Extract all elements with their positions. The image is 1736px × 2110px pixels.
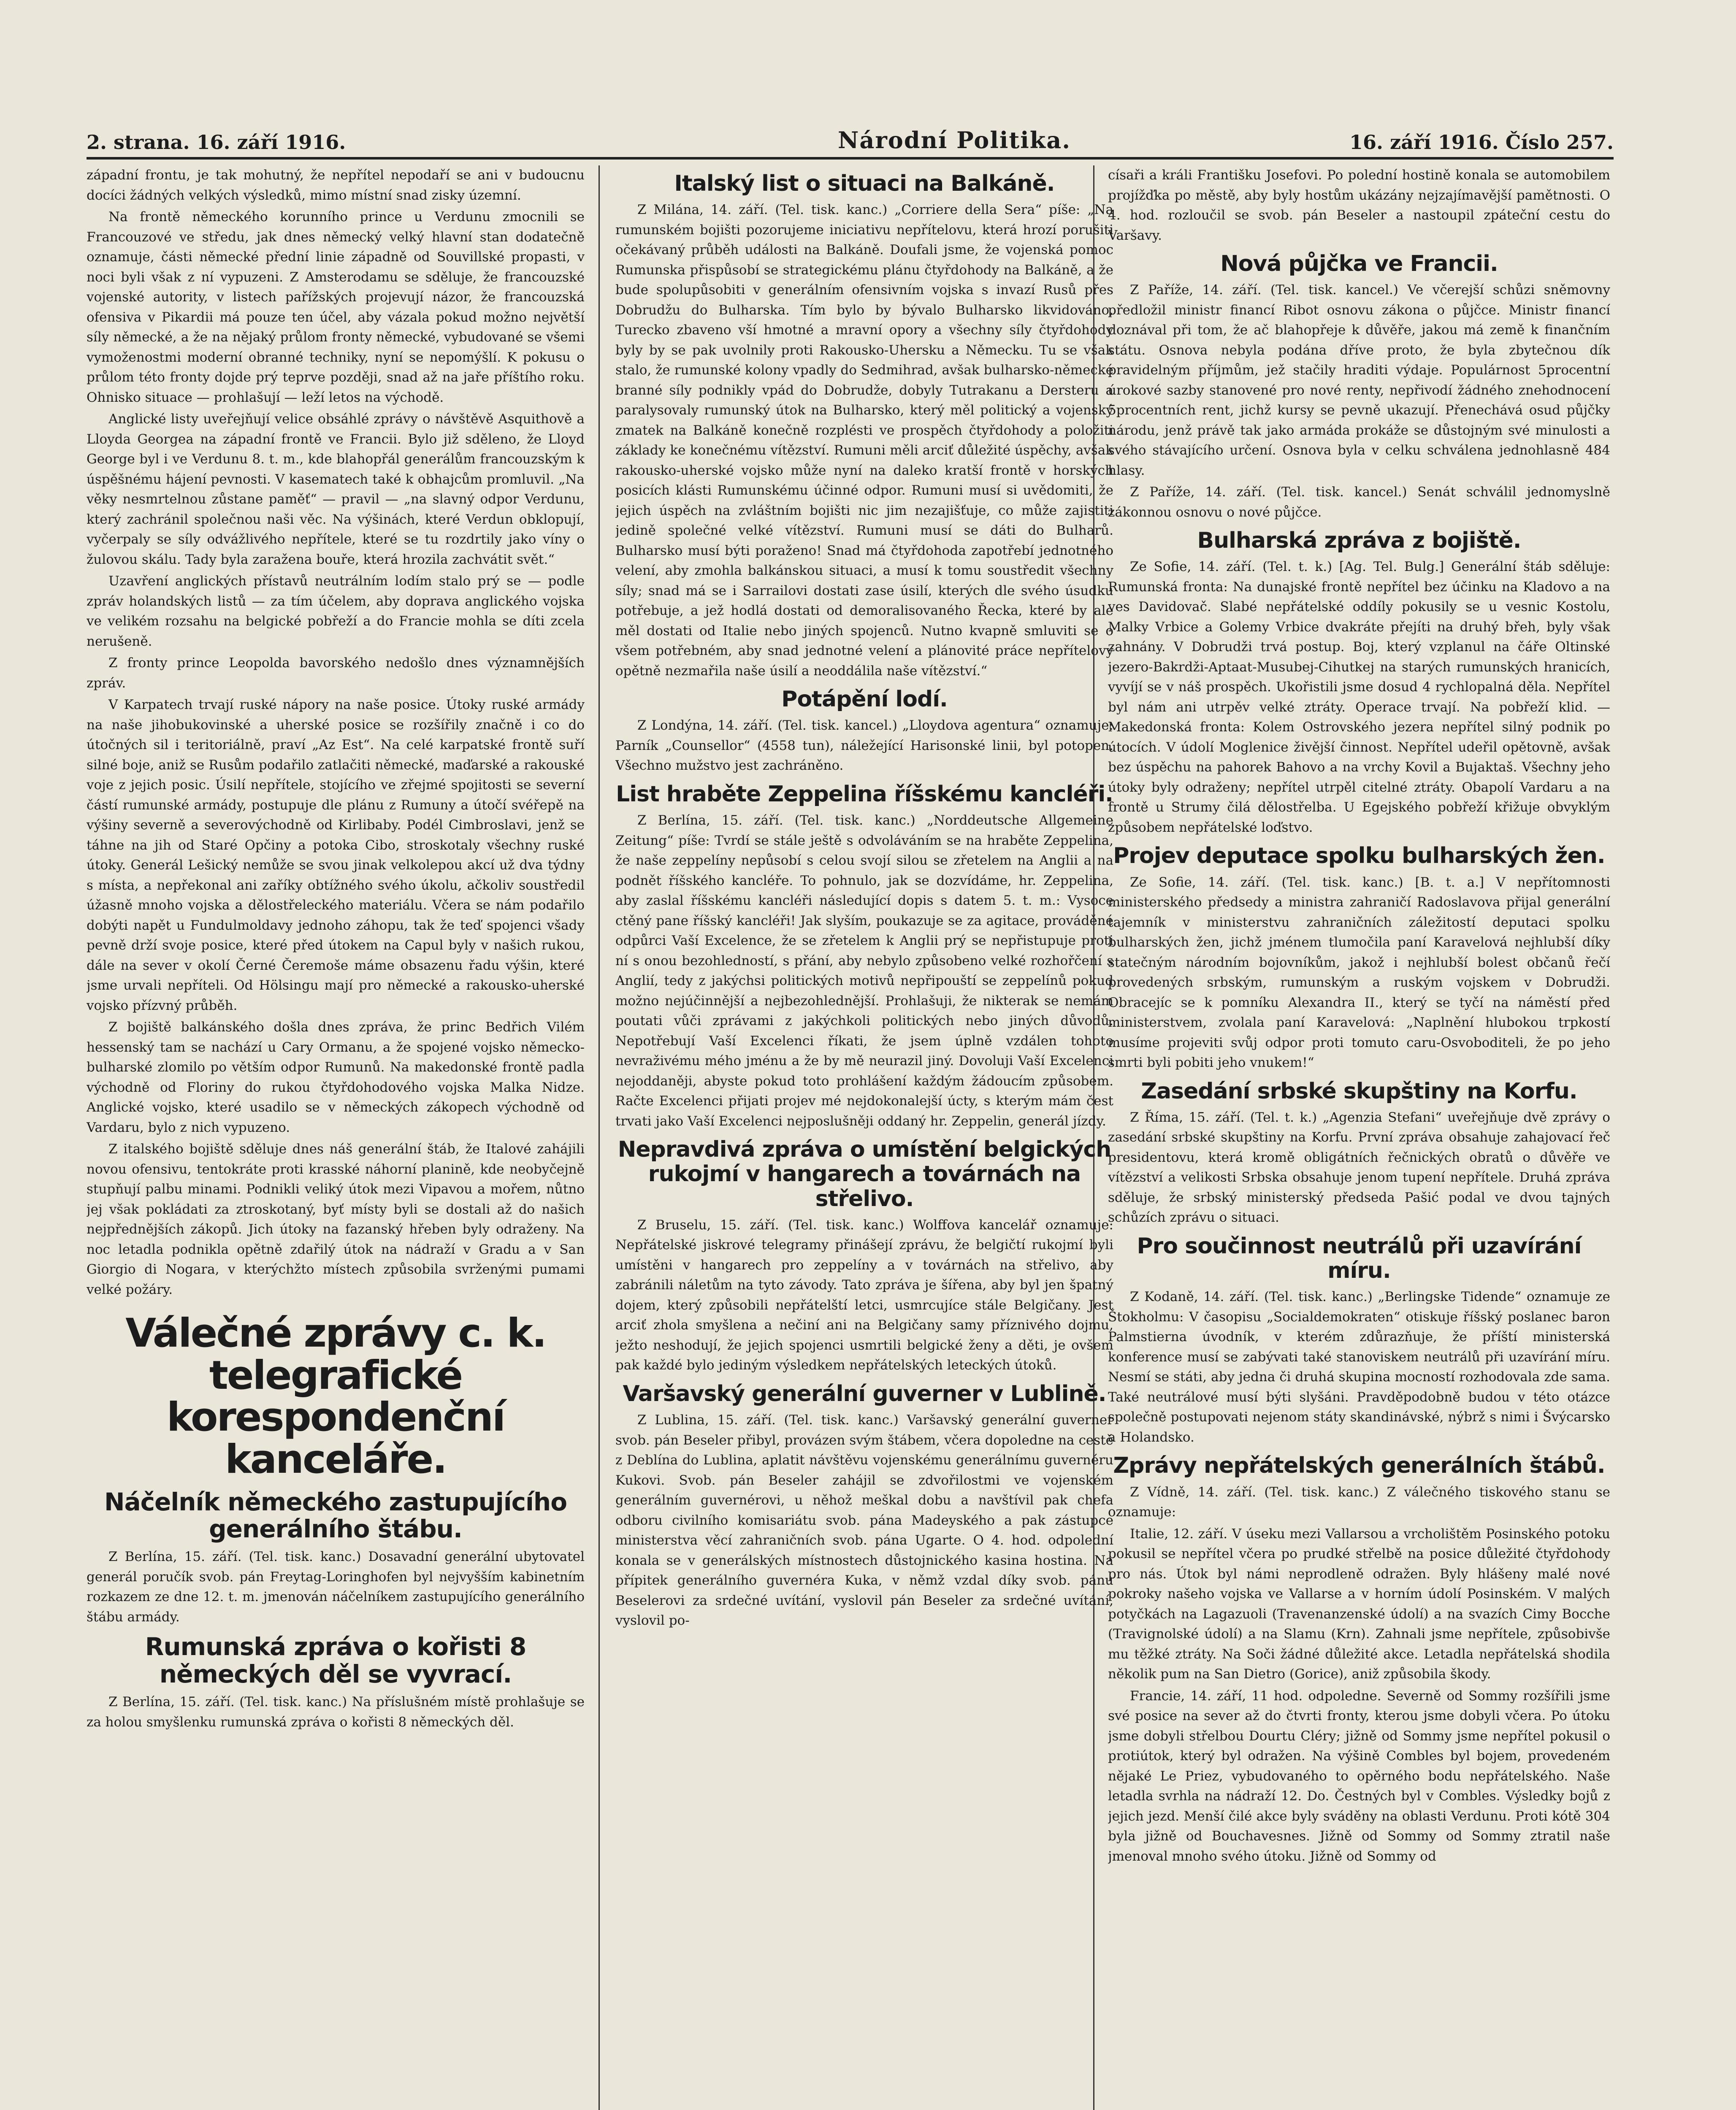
column-1	[87, 165, 585, 2110]
article-paragraph: Francie, 14. září, 11 hod. odpoledne. Severně od Sommy rozšířili jsme své posice na sever až do čtvrti fronty, kterou jsme dobyli včera. Po útoku jsme dobyli střelbou Dourtu Cléry; jižně od Sommy jsme nepřítel pokusil o protiútok, který byl odražen. Na výšině Combles byl bojem, provedeném nějaké Le Priez, vybudovaného to opěrného bodu nepřátelského. Naše letadla svrhla na nádraží 12. Do. Čestných byl v Combles. Výsledky bojů z jejich jezd. Menší čilé akce byly sváděny na oblasti Verdunu. Proti kótě 304 byla jižně od Bouchavesnes. Jižně od Sommy od Sommy ztratil naše jmenoval mnoho svého útoku. Jižně od Sommy od	[1108, 1688, 1610, 1864]
article-paragraph: Z Londýna, 14. září. (Tel. tisk. kancel.) „Lloydova agentura“ oznamuje: Parník „Counsellor“ (4558 tun), náležející Harisonské linii, byl potopen. Všechno mužstvo jest zachráněno.	[615, 718, 1113, 774]
article-paragraph: západní frontu, je tak mohutný, že nepřítel nepodaří se ani v budoucnu docíci žádných velkých výsledků, mimo místní snad zisky územní.	[87, 168, 585, 203]
article-headline: Pro součinnost neutrálů při uzavírání míru.	[1137, 1233, 1582, 1284]
article-paragraph: V Karpatech trvají ruské nápory na naše posice. Útoky ruské armády na naše jihobukovinské a uherské posice se rozšířily značně i co do útočných sil i teritoriálně, praví „Az Est“. Na celé karpatské frontě suří silné boje, aniž se Rusům podařilo zatlačiti německé, maďarské a rakouské voje z jejich posic. Úsilí nepřítele, stojícího ve zřejmé spojitosti se severní částí rumunské armády, postupuje dle plánu z Rumuny a útočí svéřepě na výšiny severně a severovýchodně od Kirlibaby. Podél Cimbroslavi, jenž se táhne na jih od Staré Opčiny a potoka Cibo, stroskotaly všechny ruské útoky. Generál Lešický nemůže se svou jinak velkolepou akcí už dva týdny s místa, a nepřekonal ani zaříky obtížného svého úkolu, ačkoliv soustředil úžasně mnoho vojska a dělostřeleckého materiálu. Včera se nám podařilo dobýti napět u Fundulmoldavy jednoho záhopu, tak že teď spojenci všady pevně drží svoje posice, které před útokem na Capul byly v našich rukou, dále na sever v okolí Černé Čeremoše máme obsazenu řadu výšin, které jsme urvali nepříteli. Od Hölsingu mají pro německé a rakousko-uherské vojsko přízvný průběh.	[87, 697, 585, 1013]
article-paragraph: Z Berlína, 15. září. (Tel. tisk. kanc.) „Norddeutsche Allgemeine Zeitung“ píše: Tvrdí se stále ještě s odvoláváním se na hraběte Zeppelina, že naše zeppelíny nepůsobí s celou svojí silou se zřetelem na Anglii a na podnět říšského kancléře. To pohnulo, jak se dozvídáme, hr. Zeppelina, aby zaslal říšskému kancléři následující dopis s datem 5. t. m.: Vysoce ctěný pane říšský kancléři! Jak slyším, poukazuje se za agitace, prováděné odpůrci Vaší Excelence, že se zřetelem k Anglii prý se nepřistupuje proti ní s onou bezohledností, s přání, aby nebylo způsobeno velké rozhořčení s Anglií, tedy z jakýchsi politických motivů nepřipouští se zeppelínů pokud možno nejúčinnější a nejbezohlednější. Prohlašuji, že nikterak se nemám poutati vůči zprávami z jakýchkoli politických nebo jiných důvodů. Nepotřebují Vaší Excelenci říkati, že jsem úplně vzdálen tohoto nevraživému mého jménu a že by mě neurazil jiný. Dovoluji Vaší Excelenci nejoddaněji, abyste pokud toto prohlášení každým žádoucím způsobem. Račte Excelenci přijati projev mé nejdokonalejší úcty, s kterým mám čest trvati jako Vaší Excelenci nejposlušněji oddaný hr. Zeppelin, generál jízdy.	[615, 813, 1113, 1129]
newspaper-title: Národní Politika.	[838, 127, 1071, 154]
article-headline: Varšavský generální guverner v Lublině.	[623, 1381, 1106, 1407]
article-paragraph: Z Kodaně, 14. září. (Tel. tisk. kanc.) „Berlingske Tidende“ oznamuje ze Štokholmu: V časopisu „Socialdemokraten“ otiskuje říšský poslanec baron Palmstierna úvodník, v kterém zdůrazňuje, že příští ministerská konference musí se zabývati také stanoviskem neutrálů při uzavírání míru. Nesmí se státi, aby jedna či druhá skupina mocností rozhodovala zde sama. Také neutrálové musí býti slyšáni. Pravděpodobně budou v této otázce společně postupovati nejenom státy skandinávské, nýbrž s nimi i Švýcarsko a Holandsko.	[1108, 1289, 1610, 1445]
column-3	[1108, 165, 1610, 2110]
article-headline: List hraběte Zeppelina říšskému kancléři.	[616, 781, 1113, 807]
article-headline: Potápění lodí.	[781, 687, 948, 712]
article-paragraph: Z italského bojiště sděluje dnes náš generální štáb, že Italové zahájili novou ofensivu, tentokráte proti krasské náhorní planině, kde neobyčejně stupňují palbu minami. Podnikli veliký útok mezi Vipavou a mořem, nůtno jej však pokládati za ztroskotaný, byť místy byli se dostali až do našich nejpřednějších zákopů. Jich útoky na fazanský hřeben byly odraženy. Na noc letadla podnikla opětně zdařilý útok na nádraží v Gradu a v San Giorgio di Nogara, v kterýchžto místech způsobila svrženými pumami velké požáry.	[87, 1142, 585, 1297]
article-headline: Bulharská zpráva z bojiště.	[1197, 528, 1521, 554]
article-headline: Nepravdivá zpráva o umístění belgických rukojmí v hangarech a továrnách na střelivo.	[617, 1137, 1111, 1212]
column-2	[615, 165, 1113, 2110]
article-paragraph: Anglické listy uveřejňují velice obsáhlé zprávy o návštěvě Asquithově a Lloyda Georgea na západní frontě ve Francii. Bylo již sděleno, že Lloyd George byl i ve Verdunu 8. t. m., kde blahopřál generálům francouzským k úspěšnému hájení pevnosti. V kasematech také k obhajcům promluvil. „Na věky nesmrtelnou zůstane paměť“ — pravil — „na slavný odpor Verdunu, který zachránil společnou naši věc. Na výšinách, které Verdun obklopují, vyčerpaly se síly odvážlivého nepřítele, které se tu rozdrtily jako víny o žulovou skálu. Tady byla zaražena bouře, která hrozila zachvátit svět.“	[87, 411, 585, 567]
article-paragraph: Z Berlína, 15. září. (Tel. tisk. kanc.) Na příslušném místě prohlašuje se za holou smyšlenku rumunská zpráva o kořisti 8 německých děl.	[87, 1694, 585, 1730]
page-number-date: 2. strana. 16. září 1916.	[87, 131, 346, 154]
article-paragraph: Uzavření anglických přístavů neutrálním lodím stalo prý se — podle zpráv holandských listů — za tím účelem, aby doprava anglického vojska ve velikém rozsahu na belgické pobřeží a do Francie mohla se díti zcela nerušeně.	[87, 573, 585, 649]
article-paragraph: Z Bruselu, 15. září. (Tel. tisk. kanc.) Wolffova kancelář oznamuje: Nepřátelské jiskrové telegramy přinášejí zprávu, že belgičtí rukojmí byli umístěni v hangarech pro zeppelíny a v továrnách na střelivo, aby zabránili náletům na tyto závody. Tato zpráva je šířena, aby byl jen špatný dojem, který způsobili nepřátelští letci, usmrcujíce stále Belgičany. Jest arciť zhola smyšlena a nečiní ani na Belgičany samy příznivého dojmu, ježto neshodují, že jejich spojenci usmrtili belgické ženy a děti, je ovšem pak každé bylo jediným výsledkem nepřátelských leteckých útoků.	[615, 1217, 1113, 1373]
article-paragraph: Na frontě německého korunního prince u Verdunu zmocnili se Francouzové ve středu, jak dnes německý velký hlavní stan dodatečně oznamuje, části německé přední linie západně od Souvillské propasti, v noci byli však z ní vypuzeni. Z Amsterodamu se sděluje, že francouzské vojenské autority, v listech pařížských projevují názor, že francouzská ofensiva v Pikardii má pouze ten účel, aby vázala pokud možno největší síly německé, a že na nějaký průlom fronty německé, vybudované se všemi vymoženostmi moderní obranné techniky, nyní se nepomýšlí. K pokusu o průlom této fronty dojde prý teprve později, snad až na jaře příštího roku. Ohnisko situace — prohlašují — leží letos na východě.	[87, 209, 585, 405]
article-paragraph: Z Vídně, 14. září. (Tel. tisk. kanc.) Z válečného tiskového stanu se oznamuje:	[1108, 1484, 1610, 1520]
article-headline: Zasedání srbské skupštiny na Korfu.	[1141, 1078, 1577, 1104]
article-paragraph: Z Paříže, 14. září. (Tel. tisk. kancel.) Ve včerejší schůzi sněmovny předložil ministr financí Ribot osnovu zákona o půjčce. Ministr financí doznával při tom, že ač blahopřeje k důvěře, jakou má země k finančním státu. Osnova nebyla podána dříve proto, že byla zbytečnou dík pravidelným příjmům, jež stačily hraditi výdaje. Populárnost 5procentní úrokové sazby stanovené pro nové renty, nepřivodí žádného znehodnocení 5procentních rent, jichž kursy se pevně ukazují. Přenechává osud půjčky národu, jenž právě tak jako armáda prokáže se důstojným své minulosti a svého stávajícího určení. Osnova byla v celku schválena jednohlasně 484 hlasy.	[1108, 282, 1610, 478]
article-paragraph: Z fronty prince Leopolda bavorského nedošlo dnes významnějších zpráv.	[87, 655, 585, 691]
article-paragraph: Z Berlína, 15. září. (Tel. tisk. kanc.) Dosavadní generální ubytovatel generál poručík svob. pán Freytag-Loringhofen byl nejvyšším kabinetním rozkazem ze dne 12. t. m. jmenován náčelníkem zastupujícího generálního štábu armády.	[87, 1549, 585, 1625]
article-paragraph: Z bojiště balkánského došla dnes zpráva, že princ Bedřich Vilém hessenský tam se nachází u Cary Ormanu, a že spojené vojsko německo-bulharské zlomilo po větším odpor Rumunů. Na makedonské frontě padla východně od Floriny do rukou čtyřdohodového vojska Malka Nidze. Anglické vojsko, které usadilo se v německých zákopech východně od Vardaru, bylo z nich vypuzeno.	[87, 1020, 585, 1135]
article-paragraph: Ze Sofie, 14. září. (Tel. t. k.) [Ag. Tel. Bulg.] Generální štáb sděluje: Rumunská fronta: Na dunajské frontě nepřítel bez účinku na Kladovo a na ves Davidovač. Slabé nepřátelské oddíly pokusily se u vesnic Kostolu, Malky Vrbice a Golemy Vrbice dvakráte přejíti na druhý břeh, byly však zahnány. V Dobrudži trvá postup. Boj, který vzplanul na čáře Oltinské jezero-Bakrdži-Aptaat-Musubej-Cihutkej na starých rumunských hranicích, vyvíjí se v náš prospěch. Ukořistili jsme dosud 4 rychlopalná děla. Nepřítel byl nám ani utrpěv velké ztráty. Operace trvají. Na pobřeží klid. — Makedonská fronta: Kolem Ostrovského jezera nepřítel silný podnik po útocích. V údolí Moglenice živější činnost. Nepřítel udeřil opětovně, avšak bez úspěchu na pahorek Bahovo a na vrchy Kovil a Bujaktaš. Všechny jeho útoky byly odraženy; nepřítel utrpěl citelné ztráty. Obapolí Vardaru a na frontě u Strumy čilá dělostřelba. U Egejského pobřeží křižuje obvyklým způsobem nepřátelské loďstvo.	[1108, 559, 1610, 835]
article-headline: Italský list o situaci na Balkáně.	[674, 171, 1055, 196]
issue-date-number: 16. září 1916. Číslo 257.	[1349, 131, 1614, 154]
section-headline: Válečné zprávy c. k. telegrafické korespondenční kanceláře.	[125, 1310, 546, 1482]
article-headline: Náčelník německého zastupujícího generálního štábu.	[104, 1487, 567, 1544]
article-headline: Zprávy nepřátelských generálních štábů.	[1113, 1453, 1605, 1479]
masthead-rule	[87, 157, 1614, 160]
masthead	[87, 127, 1614, 156]
article-paragraph: Z Paříže, 14. září. (Tel. tisk. kancel.) Senát schválil jednomyslně zákonnou osnovu o nové půjčce.	[1108, 484, 1610, 520]
article-paragraph: Ze Sofie, 14. září. (Tel. tisk. kanc.) [B. t. a.] V nepřítomnosti ministerského předsedy a ministra zahraničí Radoslavova přijal generální tajemník v ministerstvu zahraničních záležitostí deputaci spolku bulharských žen, jichž jménem tlumočila paní Karavelová nejhlubší díky statečným národním bojovníkům, jakož i nejhlubší bolest občanů řečí provedených srbským, rumunským a ruským vojskem v Dobrudži. Obracejíc se k pomníku Alexandra II., který se tyčí na náměstí před ministerstvem, zvolala paní Karavelová: „Naplnění hlubokou trpkostí musíme projeviti svůj odpor proti tomuto caru-Osvoboditeli, že po jeho smrti byli pobiti jeho vnukem!“	[1108, 874, 1610, 1071]
article-headline: Rumunská zpráva o kořisti 8 německých děl se vyvrací.	[145, 1632, 526, 1689]
article-paragraph: Italie, 12. září. V úseku mezi Vallarsou a vrcholištěm Posinského potoku pokusil se nepřítel včera po prudké střelbě na posice důležité čtyřdohody pro nás. Útok byl námi neprodleně odražen. Byly hlášeny malé nové pokroky našeho vojska ve Vallarse a v horním údolí Posinském. V malých potyčkách na Lagazuoli (Travenanzenské údolí) a na svazích Cimy Bocche (Travignolské údolí) a na Slamu (Krn). Zahnali jsme nepřítele, způsobivše mu těžké ztráty. Na Soči žádné důležité akce. Letadla nepřátelská shodila několik pum na San Dietro (Gorice), aniž způsobila škody.	[1108, 1526, 1610, 1682]
article-paragraph: Z Říma, 15. září. (Tel. t. k.) „Agenzia Stefani“ uveřejňuje dvě zprávy o zasedání srbské skupštiny na Korfu. První zpráva obsahuje zahajovací řeč presidentovu, která kromě obligátních řečnických obratů o důvěře ve vítězství a velikosti Srbska obsahuje jenom tupení nepřítele. Druhá zpráva sděluje, že srbský ministerský předseda Pašić podal ve dvou tajných schůzích zprávu o situaci.	[1108, 1109, 1610, 1225]
article-paragraph: Z Lublina, 15. září. (Tel. tisk. kanc.) Varšavský generální guverner svob. pán Beseler přibyl, provázen svým štábem, včera dopoledne na cestě z Deblína do Lublina, aplatit návštěvu vojenskému generálnímu guvernéru Kukovi. Svob. pán Beseler zahájil se zdvořilostmi ve vojenském generálním guvernérovi, u něhož meškal dobu a navštívil pak chefa odboru civilního komisariátu svob. pána Madeyského a pak zástupce ministerstva věcí zahraničních svob. pána Ugarte. O 4. hod. odpolední konala se v generálských místnostech důstojnického kasina hostina. Na přípitek generálního guvernéra Kuka, v němž vzdal díky svob. pánu Beselerovi za srdečné uvítání, vyslovil pán Beseler za srdečné uvítání, vyslovil po-	[615, 1412, 1113, 1628]
article-paragraph: císaři a králi Františku Josefovi. Po polední hostině konala se automobilem projížďka po městě, aby byly hostům ukázány nejzajímavější pamětnosti. O 4. hod. rozloučil se svob. pán Beseler a nastoupil zpáteční cestu do Varšavy.	[1108, 168, 1610, 243]
article-headline: Nová půjčka ve Francii.	[1220, 251, 1498, 276]
article-paragraph: Z Milána, 14. září. (Tel. tisk. kanc.) „Corriere della Sera“ píše: „Na rumunském bojišti pozorujeme iniciativu nepřítelovu, která hrozí porušiti očekávaný průběh události na Balkáně. Doufali jsme, že vojenská pomoc Rumunska přispůsobí se strategickému plánu čtyřdohody na Balkáně, a že bude spolupůsobiti v generálním ofensivním vojska s invazí Rusů přes Dobrudžu do Bulharska. Tím bylo by bývalo Bulharsko likvidováno, Turecko zbaveno vší hmotné a mravní opory a všechny síly čtyřdohody byly by se pak uvolnily proti Rakousko-Uhersku a Německu. Tu se však stalo, že rumunské kolony vpadly do Sedmihrad, avšak bulharsko-německé branné síly podnikly vpád do Dobrudže, dobyly Tutrakanu a Dersteru a paralysovaly rumunský útok na Bulharsko, který měl politický a vojenský zmatek na Balkáně konečně rozplésti ve prospěch čtyřdohody a položiti základy ke konečnému vítězství. Rumuni měli arciť důležité úspěchy, avšak rakousko-uherské vojsko může nyní na daleko kratší frontě v horských posicích klásti Rumunskému účinné odpor. Rumuni musí si uvědomiti, že jejich úspěch na zvláštním bojišti nic jim nezajišťuje, co může zajistiti jedině společné velké vítězství. Rumuni musí se dáti do Bulharů. Bulharsko musí býti poraženo! Snad má čtyřdohoda zapotřebí jednotného velení, aby zmohla balkánskou situaci, a musí k tomu soustředit všechny síly; snad má se i Sarrailovi dostati zase úsilí, kterých dle svého úsudku potřebuje, a jež hodlá dostati od demoralisovaného Řecka, které by ale měl dostati od Italie nebo jiných spojenců. Nutno kvapně smluviti se o všem potřebném, aby snad jednotné velení a plánovité práce nepřítelovy opětně nezmařila naše úsilí a neoddálila naše vítězství.“	[615, 202, 1113, 679]
column-divider	[599, 165, 600, 2110]
article-headline: Projev deputace spolku bulharských žen.	[1113, 843, 1605, 869]
